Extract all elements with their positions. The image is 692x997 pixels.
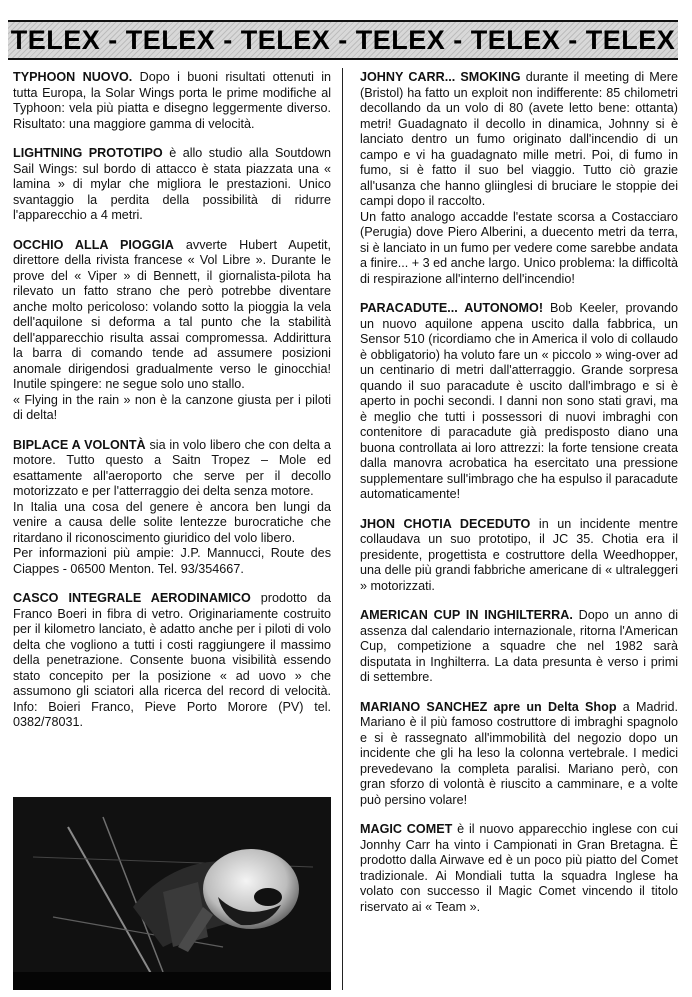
article-biplace — [13, 438, 331, 578]
banner-title: TELEX - TELEX - TELEX - TELEX - TELEX - TELEX — [10, 24, 676, 55]
article-body: MARIANO SANCHEZ apre un Delta Shop a Madrid. Mariano è il più famoso costruttore di imbraghi spagnolo e si è rassegnato all'immobilità del negozio dopo un incidente che gli ha leso la colonna vertebrale. I medici prevedevano la completa paralisi. Mariano però, con gran sforzo di volontà è riuscito a camminare, e a volte può persino volare! — [360, 699, 679, 807]
article-mariano-sanchez — [360, 700, 678, 809]
article-body: JOHNY CARR... SMOKING durante il meeting di Mere (Bristol) ha fatto un exploit non indifferente: 85 chilometri decollando da un volo di 80 (avete letto bene: ottanta) metri! Guadagnato il decollo in dinamica, Johnny si è lanciato dentro un fumo originato dall'incendio di un campo e vi ha guadagnato mille metri. Poi, di fumo in fumo, si è fatto il suo bel viaggio. Tutto ciò grazie all'usanza che hanno gliinglesi di bruciare le stoppie dei campi dopo il raccolto. — [360, 70, 678, 208]
article-body: MAGIC COMET è il nuovo apparecchio inglese con cui Jonnhy Carr ha vinto i Campionati in Gran Bretagna. È prodotto dalla Airwave ed è un poco più piatto del Comet tradizionale. Ai Mondiali tutta la squadra Inglese ha volato con successo il Magic Comet vincendo il titolo riservato ai « Team ». — [360, 822, 679, 914]
article-body: Per informazioni più ampie: J.P. Mannucci, Route des Ciappes - 06500 Menton. Tel. 93/354667. — [13, 546, 331, 576]
article-chotia — [360, 517, 678, 595]
article-body: CASCO INTEGRALE AERODINAMICO prodotto da Franco Boeri in fibra di vetro. Originariamente costruito per il kilometro lanciato, è adatto anche per i piloti di volo delta che vogliono a tutti i costi raggiungere il massimo della penetrazione. Consente buona visibilità essendo stato concepito per la posizione « ad uovo » che assumono gli sciatori alla ricerca del record di velocità. Info: Boieri Franco, Pieve Porto Morore (PV) tel. 0382/78031. — [13, 591, 331, 729]
column-divider — [342, 68, 343, 990]
article-occhio-pioggia — [13, 238, 331, 424]
pilot-helmet-photo — [13, 797, 331, 990]
article-typhoon — [13, 70, 331, 132]
article-head: BIPLACE A VOLONTÀ — [13, 437, 146, 452]
article-head: OCCHIO ALLA PIOGGIA — [13, 237, 174, 252]
article-head: TYPHOON NUOVO. — [13, 70, 133, 84]
article-lightning — [13, 146, 331, 224]
article-body: BIPLACE A VOLONTÀ sia in volo libero che con delta a motore. Tutto questo a Saitn Tropez – Mole ed esattamente all'aeroporto che serve per il decollo motorizzato e per l'atterraggio dei delta senza motore. — [13, 437, 331, 498]
article-head: JOHNY CARR... SMOKING — [360, 70, 521, 84]
photo-illustration — [13, 797, 331, 990]
right-column — [360, 70, 678, 929]
article-body: AMERICAN CUP IN INGHILTERRA. Dopo un anno di assenza dal calendario internazionale, ritorna l'American Cup, competizione a squadre che nel 1982 sarà disputata in Inghilterra. La data presunta è verso i primi di settembre. — [360, 608, 678, 684]
article-head: CASCO INTEGRALE AERODINAMICO — [13, 591, 251, 605]
article-body: OCCHIO ALLA PIOGGIA avverte Hubert Aupetit, direttore della rivista francese « Vol Libre ». Durante le prove del « Viper » di Bennett, il giornalista-pilota ha rilevato un fatto strano che però potrebbe diventare anche molto pericoloso: volando sotto la pioggia la vela dell'aquilone si deforma a tal punto che la stabilità dell'apparecchio risulta assai compromessa. Addirittura la barra di comando tende ad assumere posizioni anomale dirigendosi gradualmente verso le ginocchia! Inutile spingere: ne segue solo uno stallo. — [13, 237, 331, 391]
telex-banner — [8, 20, 678, 60]
article-body: Un fatto analogo accadde l'estate scorsa a Costacciaro (Perugia) dove Piero Alberini, a duecento metri da terra, si è lanciato in un fumo per vedere come sarebbe andata a finire... + 3 ed anche largo. Unico problema: la difficoltà di respirazione all'interno dell'incendio! — [360, 209, 678, 286]
article-head: LIGHTNING PROTOTIPO — [13, 146, 163, 160]
article-johny-carr — [360, 70, 678, 287]
article-head: MAGIC COMET — [360, 822, 453, 836]
article-american-cup — [360, 608, 678, 686]
article-head: JHON CHOTIA DECEDUTO — [360, 516, 531, 531]
article-body: LIGHTNING PROTOTIPO è allo studio alla Soutdown Sail Wings: sul bordo di attacco è stata piazzata una « lamina » di mylar che migliora le prestazioni. Unico svantaggio la perdita della possibilità di ridurre l'apparecchio a 4 metri. — [13, 146, 332, 222]
left-column — [13, 70, 331, 745]
article-body: In Italia una cosa del genere è ancora ben lungi da venire a causa delle solite lentezze burocratiche che ritardano il riconoscimento giuridico del volo libero. — [13, 499, 331, 545]
article-body: JHON CHOTIA DECEDUTO in un incidente mentre collaudava un suo prototipo, il JC 35. Chotia era il presidente, progettista e costruttore della Weedhopper, una delle più grandi fabbriche americane di « ultraleggeri » motorizzati. — [360, 516, 679, 593]
article-head: AMERICAN CUP IN INGHILTERRA. — [360, 608, 573, 622]
article-head: PARACADUTE... AUTONOMO! — [360, 301, 544, 315]
article-body: PARACADUTE... AUTONOMO! Bob Keeler, provando un nuovo aquilone appena uscito dalla fabbrica, un Sensor 510 (ricordiamo che in America il volo di collaudo è obbligatorio) ha voluto fare un « piccolo » wing-over ad un centinario di metri dall'atterraggio. Grande sorpresa quando il suo paracadute è uscito dall'imbrago e si è aperto in pochi secondi. I danni non sono stati gravi, ma è meglio che tutti i possessori di nuovi imbraghi con contenitore di paracadute già predisposto diano una buona controllata ai loro attrezzi: la forte tensione creata dalla manovra acrobatica ha esercitato una pressione supplementare sull'imbrago che ha espulso il paracadute automaticamente! — [360, 301, 679, 501]
article-body: « Flying in the rain » non è la canzone giusta per i piloti di delta! — [13, 392, 331, 422]
article-body: TYPHOON NUOVO. Dopo i buoni risultati ottenuti in tutta Europa, la Solar Wings porta le prime modifiche al Typhoon: vela più piatta e disegno leggermente diverso. Risultato: una maggiore gamma di velocità. — [13, 70, 332, 131]
article-head: MARIANO SANCHEZ apre un Delta Shop — [360, 699, 617, 714]
article-paracadute — [360, 301, 678, 503]
article-magic-comet — [360, 822, 678, 915]
article-casco — [13, 591, 331, 731]
